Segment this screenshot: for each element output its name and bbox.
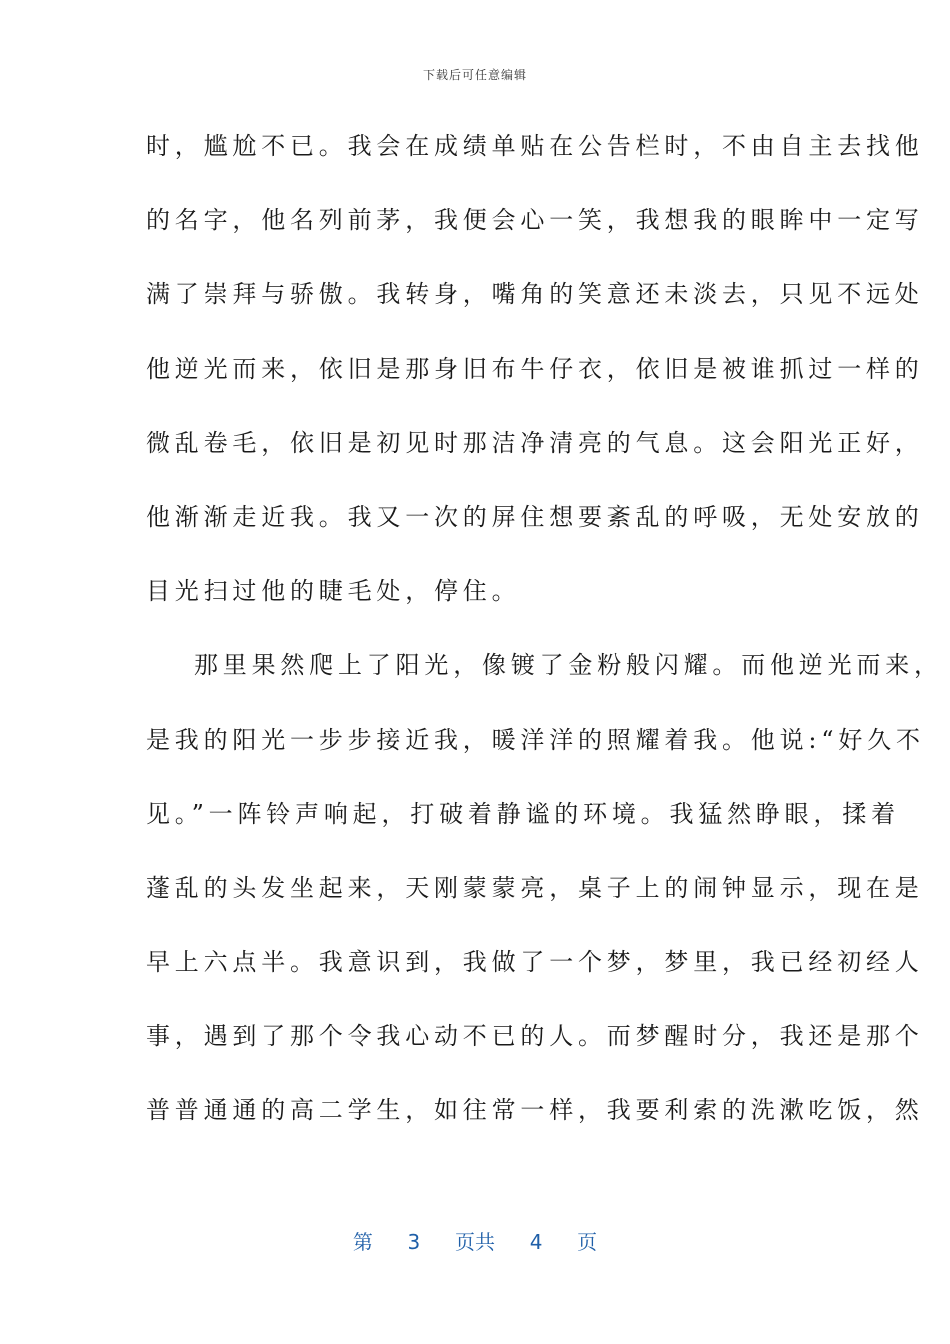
text-line: 他逆光而来，依旧是那身旧布牛仔衣，依旧是被谁抓过一样的 — [146, 354, 924, 383]
text-line: 是我的阳光一步步接近我，暖洋洋的照耀着我。他说:“好久不 — [146, 725, 925, 754]
text-line: 目光扫过他的睫毛处，停住。 — [146, 577, 521, 606]
text-line: 的名字，他名列前茅，我便会心一笑，我想我的眼眸中一定写 — [146, 206, 924, 235]
paragraph-start-line: 那里果然爬上了阳光，像镀了金粉般闪耀。而他逆光而来， — [194, 651, 943, 680]
page-footer — [0, 1226, 950, 1255]
text-line: 微乱卷毛，依旧是初见时那洁净清亮的气息。这会阳光正好， — [146, 428, 924, 457]
text-line: 他渐渐走近我。我又一次的屏住想要紊乱的呼吸，无处安放的 — [146, 502, 924, 531]
text-line: 普普通通的高二学生，如往常一样，我要利索的洗漱吃饭，然 — [146, 1096, 924, 1125]
text-line: 满了崇拜与骄傲。我转身，嘴角的笑意还未淡去，只见不远处 — [146, 280, 924, 309]
text-line: 蓬乱的头发坐起来，天刚蒙蒙亮，桌子上的闹钟显示，现在是 — [146, 873, 924, 902]
page-label-middle: 页共 — [455, 1230, 495, 1254]
current-page-number: 3 — [407, 1230, 421, 1254]
document-body — [146, 128, 943, 1167]
page-header: 下载后可任意编辑 — [422, 68, 527, 82]
total-pages-number: 4 — [529, 1230, 543, 1254]
text-line: 早上六点半。我意识到，我做了一个梦，梦里，我已经初经人 — [146, 948, 924, 977]
text-line: 见。”一阵铃声响起，打破着静谧的环境。我猛然睁眼，揉着 — [146, 799, 900, 828]
page-label-suffix: 页 — [577, 1230, 598, 1254]
text-line: 时，尴尬不已。我会在成绩单贴在公告栏时，不由自主去找他 — [146, 132, 924, 160]
page-label-prefix: 第 — [352, 1230, 373, 1254]
text-line: 事，遇到了那个令我心动不已的人。而梦醒时分，我还是那个 — [146, 1022, 924, 1051]
